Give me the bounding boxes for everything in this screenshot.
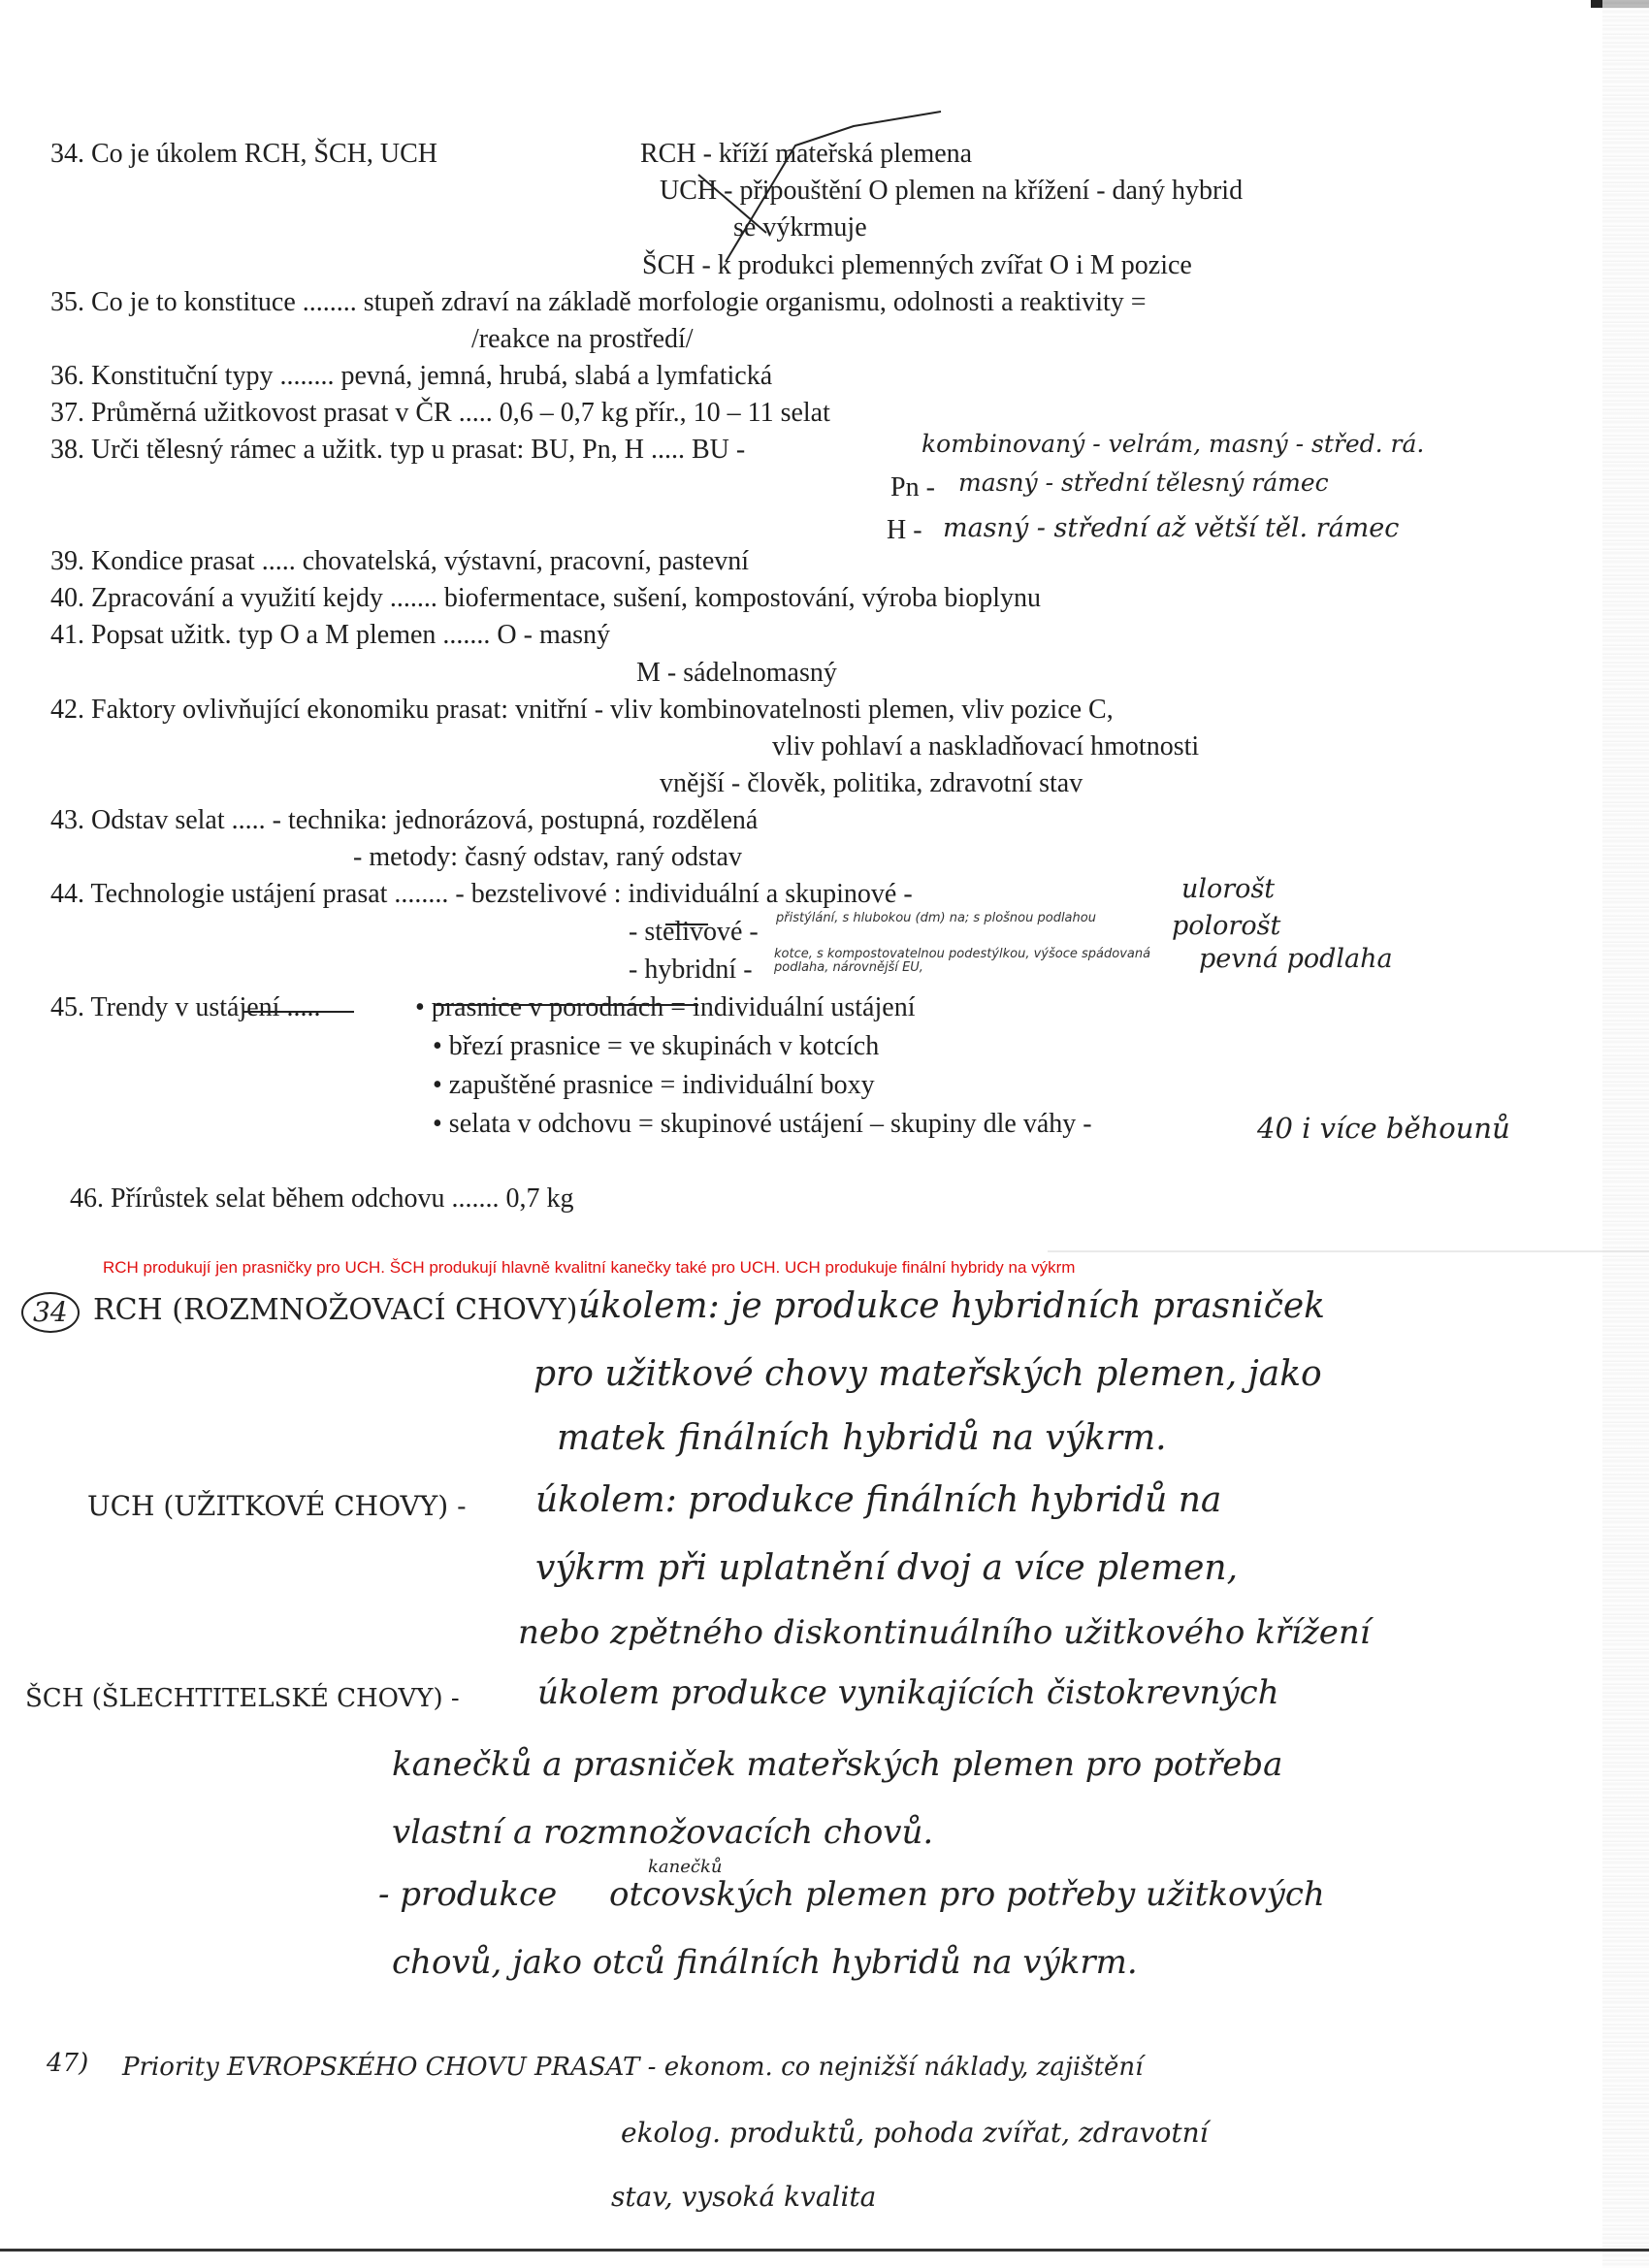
answer-34-uch-cont: se výkrmuje [733, 212, 867, 243]
answer-41-m: M - sádelnomasný [636, 658, 837, 688]
handwritten-sch-line2: kanečků a prasniček mateřských plemen pro potřeba [392, 1745, 1283, 1784]
question-38: 38. Urči tělesný rámec a užitk. typ u prasat: BU, Pn, H ..... BU - [50, 435, 746, 465]
handwritten-47-line3: stav, vysoká kvalita [611, 2181, 877, 2213]
handwritten-44-b: polorošt [1172, 911, 1281, 941]
handwritten-uch-label: UCH (UŽITKOVÉ CHOVY) - [87, 1490, 467, 1522]
handwritten-44-stelive-note: přistýlání, s hlubokou (dm) na; s plošnou podlahou [776, 911, 1096, 925]
handwritten-uch-line1: úkolem: produkce finálních hybridů na [535, 1480, 1222, 1520]
handwritten-sch-line1: úkolem produkce vynikajících čistokrevných [537, 1673, 1279, 1712]
answer-45-b1: • prasnice v porodnách = individuální ustájení [415, 992, 916, 1022]
answer-34-sch: ŠCH - k produkci plemenných zvířat O i M pozice [642, 250, 1192, 280]
question-35: 35. Co je to konstituce ........ stupeň zdraví na základě morfologie organismu, odolnosti a reaktivity = [50, 287, 1147, 317]
handwritten-number-34: 34 [21, 1292, 80, 1333]
handwritten-sch-insert: kanečků [648, 1857, 723, 1877]
handwritten-rch-line3: matek finálních hybridů na výkrm. [557, 1418, 1167, 1458]
answer-42-cont: vliv pohlaví a naskladňovací hmotnosti [772, 731, 1200, 761]
answer-38-h: H - [887, 515, 922, 545]
question-37: 37. Průměrná užitkovost prasat v ČR ..... 0,6 – 0,7 kg přír., 10 – 11 selat [50, 398, 830, 428]
question-42: 42. Faktory ovlivňující ekonomiku prasat: vnitřní - vliv kombinovatelnosti plemen, vliv pozice C, [50, 695, 1114, 725]
handwritten-44-c: pevná podlaha [1199, 944, 1393, 974]
handwritten-sch-label: ŠCH (ŠLECHTITELSKÉ CHOVY) - [25, 1684, 460, 1713]
handwritten-38-bu: kombinovaný - velrám, masný - střed. rá. [922, 430, 1425, 458]
handwritten-38-pn: masný - střední tělesný rámec [958, 469, 1329, 497]
handwritten-rch-line2: pro užitkové chovy mateřských plemen, jako [534, 1354, 1322, 1394]
handwritten-number-47: 47) [47, 2049, 89, 2078]
handwritten-38-h: masný - střední až větší těl. rámec [943, 513, 1400, 543]
red-summary-note: RCH produkují jen prasničky pro UCH. ŠCH produkují hlavně kvalitní kanečky také pro UCH. UCH produkuje finální hybridy na výkrm [103, 1258, 1076, 1277]
handwritten-sch-line4-prefix: - produkce [378, 1875, 558, 1914]
handwritten-47-line1: Priority EVROPSKÉHO CHOVU PRASAT - ekonom. co nejnižší náklady, zajištění [122, 2053, 1144, 2082]
answer-45-b2: • březí prasnice = ve skupinách v kotcích [433, 1031, 880, 1061]
question-43: 43. Odstav selat ..... - technika: jednorázová, postupná, rozdělená [50, 805, 759, 835]
answer-35-cont: /reakce na prostředí/ [471, 324, 694, 354]
handwritten-rch-label: RCH (ROZMNOŽOVACÍ CHOVY) - [93, 1293, 598, 1327]
scan-bottom-edge [0, 2249, 1649, 2252]
answer-34-uch: UCH - připouštění O plemen na křížení - daný hybrid [660, 176, 1244, 206]
question-34: 34. Co je úkolem RCH, ŠCH, UCH [50, 139, 438, 169]
handwritten-44-hybrid-note: kotce, s kompostovatelnou podestýlkou, výšoce spádovaná podlaha, nárovnější EU, [774, 947, 1151, 975]
handwritten-uch-line3: nebo zpětného diskontinuálního užitkového křížení [518, 1613, 1371, 1652]
question-45: 45. Trendy v ustájení ..... [50, 992, 321, 1022]
question-46: 46. Přírůstek selat během odchovu ....... 0,7 kg [70, 1183, 574, 1214]
answer-44-hybrid: - hybridní - [629, 955, 753, 985]
handwritten-45: 40 i více běhounů [1257, 1112, 1510, 1145]
cross-out-stroke-2 [698, 175, 766, 233]
answer-45-b4: • selata v odchovu = skupinové ustájení – skupiny dle váhy - [433, 1109, 1092, 1139]
question-41: 41. Popsat užitk. typ O a M plemen ....... O - masný [50, 620, 611, 650]
answer-44-stelive: - stelivové - [629, 917, 759, 947]
answer-34-rch: RCH - kříží mateřská plemena [640, 139, 973, 169]
handwritten-rch-line1: úkolem: je produkce hybridních prasniček [578, 1286, 1325, 1326]
handwritten-47-line2: ekolog. produktů, pohoda zvířat, zdravotní [621, 2117, 1209, 2149]
cross-out-stroke [726, 112, 941, 262]
answer-45-b3: • zapuštěné prasnice = individuální boxy [433, 1070, 875, 1100]
handwritten-sch-line4: otcovských plemen pro potřeby užitkových [609, 1875, 1325, 1914]
handwritten-sch-line5: chovů, jako otců finálních hybridů na výkrm. [392, 1943, 1138, 1982]
question-44: 44. Technologie ustájení prasat ........ - bezstelivové : individuální a skupinové - [50, 879, 913, 909]
handwritten-sch-line3: vlastní a rozmnožovacích chovů. [392, 1813, 934, 1852]
question-36: 36. Konstituční typy ........ pevná, jemná, hrubá, slabá a lymfatická [50, 361, 773, 391]
answer-43-methods: - metody: časný odstav, raný odstav [353, 842, 742, 872]
question-39: 39. Kondice prasat ..... chovatelská, výstavní, pracovní, pastevní [50, 546, 750, 576]
answer-42-outer: vnější - člověk, politika, zdravotní stav [660, 768, 1083, 798]
handwritten-uch-line2: výkrm při uplatnění dvoj a více plemen, [535, 1548, 1239, 1588]
answer-38-pn: Pn - [890, 472, 935, 502]
handwritten-44-a: ulorošt [1181, 874, 1276, 904]
question-40: 40. Zpracování a využití kejdy ....... biofermentace, sušení, kompostování, výroba bioplynu [50, 583, 1041, 613]
